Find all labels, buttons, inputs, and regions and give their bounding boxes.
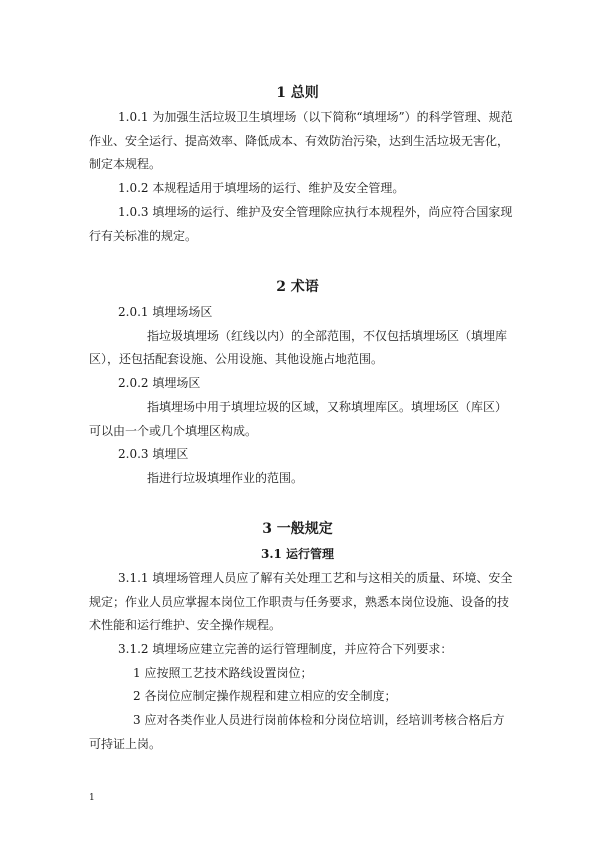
term-2-0-2-def-line-2: 可以由一个或几个填埋区构成。 — [89, 424, 258, 438]
clause-3-1-1-line-2: 规定；作业人员应掌握本岗位工作职责与任务要求，熟悉本岗位设施、设备的技 — [89, 595, 510, 609]
requirement-3-line-2: 可持证上岗。 — [89, 737, 162, 751]
clause-1-0-2: 1.0.2 本规程适用于填埋场的运行、维护及安全管理。 — [118, 181, 405, 195]
clause-3-1-2: 3.1.2 填埋场应建立完善的运行管理制度，并应符合下列要求： — [118, 642, 453, 656]
term-2-0-1-def-line-2: 区），还包括配套设施、公用设施、其他设施占地范围。 — [89, 352, 384, 366]
clause-1-0-1-line-3: 制定本规程。 — [89, 157, 162, 171]
clause-1-0-1-line-2: 作业、安全运行、提高效率、降低成本、有效防治污染，达到生活垃圾无害化， — [89, 134, 510, 148]
section-heading-general-provisions: 3 一般规定 — [262, 521, 333, 537]
subsection-heading-operation: 3.1 运行管理 — [260, 547, 335, 561]
clause-1-0-3-line-1: 1.0.3 填埋场的运行、维护及安全管理除应执行本规程外，尚应符合国家现 — [118, 205, 513, 219]
section-heading-general: 1 总则 — [276, 85, 319, 101]
term-2-0-3-title: 2.0.3 填埋区 — [118, 447, 189, 461]
term-2-0-2-title: 2.0.2 填埋场区 — [118, 376, 201, 390]
requirement-2: 2 各岗位应制定操作规程和建立相应的安全制度； — [133, 689, 397, 703]
term-2-0-2-def-line-1: 指填埋场中用于填埋垃圾的区域，又称填埋库区。填埋场区（库区） — [147, 400, 508, 414]
section-heading-terms: 2 术语 — [276, 279, 319, 295]
clause-3-1-1-line-3: 术性能和运行维护、安全操作规程。 — [89, 618, 282, 632]
clause-3-1-1-line-1: 3.1.1 填埋场管理人员应了解有关处理工艺和与这相关的质量、环境、安全 — [118, 571, 513, 585]
term-2-0-1-title: 2.0.1 填埋场场区 — [118, 305, 213, 319]
requirement-1: 1 应按照工艺技术路线设置岗位； — [133, 666, 313, 680]
requirement-3-line-1: 3 应对各类作业人员进行岗前体检和分岗位培训，经培训考核合格后方 — [133, 713, 505, 727]
term-2-0-1-def-line-1: 指垃圾填埋场（红线以内）的全部范围，不仅包括填埋场区（填埋库 — [147, 329, 508, 343]
clause-1-0-1-line-1: 1.0.1 为加强生活垃圾卫生填埋场（以下简称“填埋场”）的科学管理、规范 — [118, 110, 513, 124]
page-number: 1 — [89, 793, 95, 803]
clause-1-0-3-line-2: 行有关标准的规定。 — [89, 229, 198, 243]
term-2-0-3-def: 指进行垃圾填埋作业的范围。 — [147, 471, 304, 485]
